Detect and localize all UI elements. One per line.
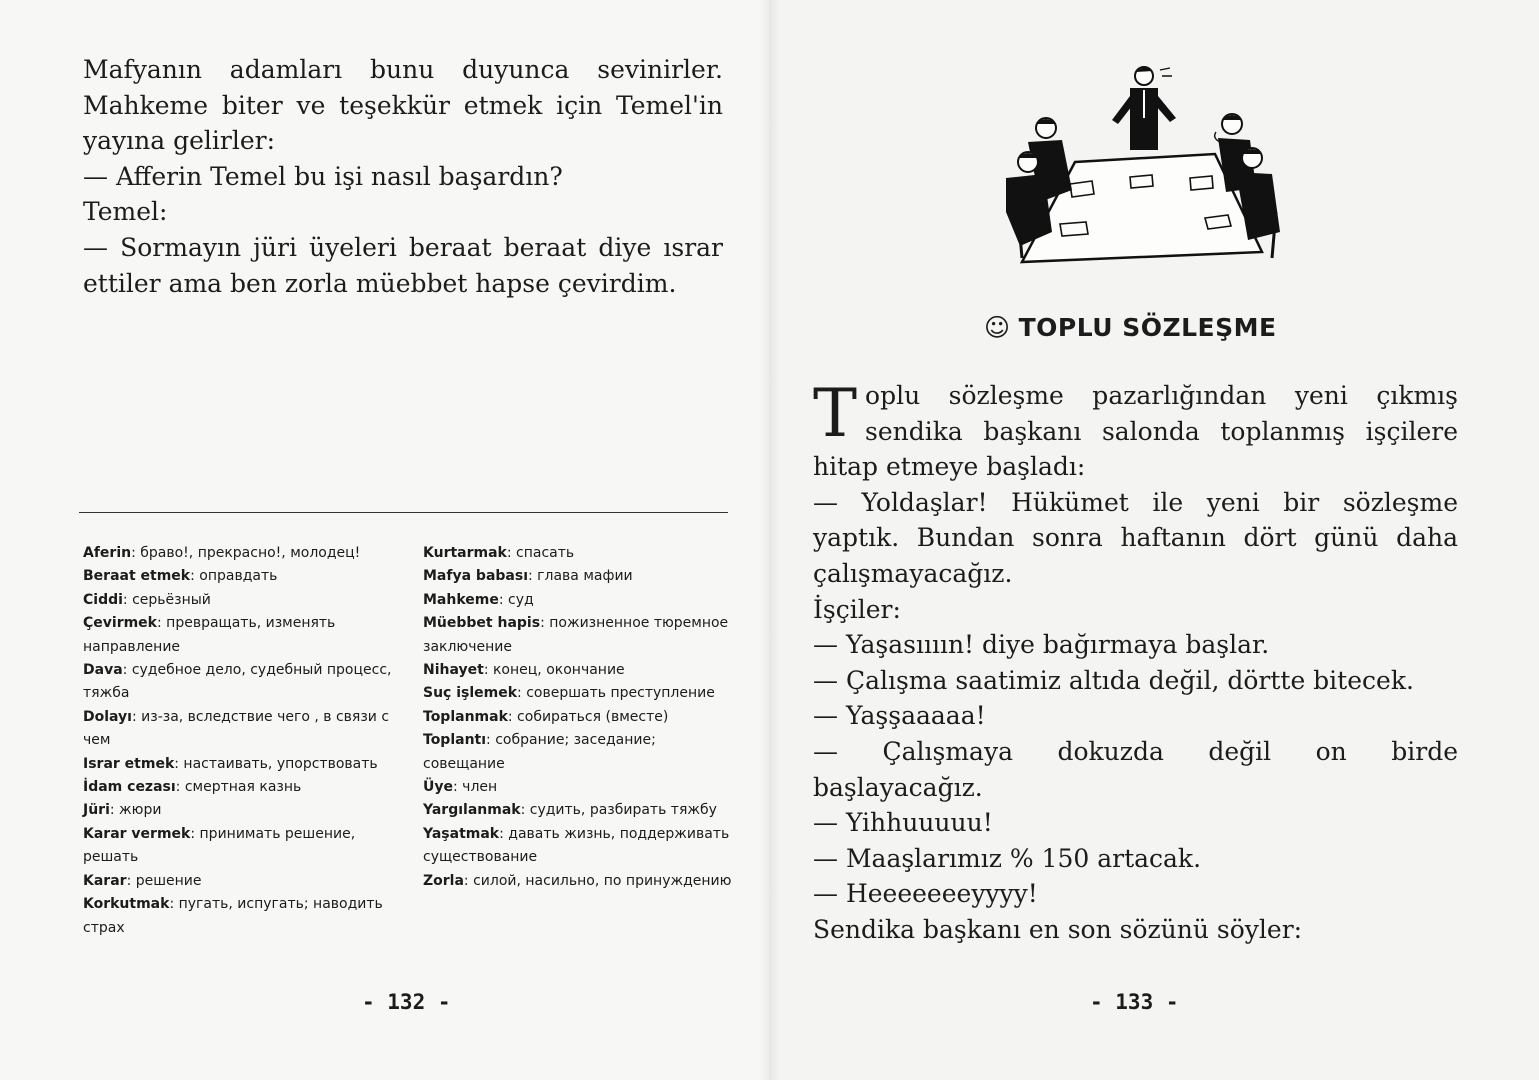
vocab-entry (423, 542, 738, 565)
story-line: yaptık. Bundan sonra haftanın dört günü daha (813, 523, 1458, 553)
vocabulary-list-right (423, 542, 738, 893)
vocab-entry (83, 706, 403, 753)
vocab-term: Yaşatmak (423, 825, 500, 842)
vocab-definition: : член (453, 779, 498, 796)
story-line: — Yoldaşlar! Hükümet ile yeni bir sözleşme (813, 487, 1458, 517)
drop-cap: T (813, 375, 858, 452)
vocab-entry (83, 753, 403, 776)
meeting-table-illustration (1000, 62, 1290, 267)
vocab-term: Toplantı (423, 732, 487, 749)
vocab-definition: : пугать, испугать; наводить страх (83, 896, 383, 936)
vocab-definition: : собрание; заседание; совещание (423, 732, 656, 772)
vocab-entry (423, 706, 738, 729)
story-line: Sendika başkanı en son sözünü söyler: (813, 914, 1303, 944)
vocab-definition: : давать жизнь, поддерживать существование (423, 825, 730, 866)
story-line: — Yihhuuuuu! (813, 808, 993, 838)
vocab-term: Zorla (423, 872, 464, 889)
vocab-definition: : суд (498, 591, 534, 608)
vocab-definition: : оправдать (190, 568, 278, 585)
story-line: — Heeeeeeeyyyy! (813, 879, 1038, 909)
vocab-entry (83, 893, 403, 940)
story-line: — Afferin Temel bu işi nasıl başardın? (83, 161, 563, 191)
story-line: Mahkeme biter ve teşekkür etmek için Temel'in (83, 90, 723, 120)
vocab-entry (83, 565, 403, 588)
vocab-entry (83, 542, 403, 565)
vocab-entry (423, 589, 738, 612)
vocab-definition: : смертная казнь (175, 779, 302, 796)
vocab-term: Ciddi (83, 591, 123, 608)
vocab-entry (423, 729, 738, 776)
vocab-term: Mafya babası (423, 568, 528, 585)
vocab-definition: : силой, насильно, по принуждению (463, 872, 732, 889)
vocab-entry (423, 870, 738, 893)
vocab-definition: : серьёзный (122, 591, 211, 608)
story-line: — Yaşasıııın! diye bağırmaya başlar. (813, 630, 1270, 660)
vocab-term: Müebbet hapis (423, 615, 541, 632)
vocab-definition: : конец, окончание (483, 662, 625, 679)
vocab-definition: : превращать, изменять направление (83, 615, 336, 655)
vocab-definition: : жюри (109, 802, 162, 819)
vocab-entry (83, 659, 403, 706)
vocab-term: Kurtarmak (423, 545, 507, 561)
vocab-entry (83, 823, 403, 870)
vocab-term: Jüri (83, 802, 110, 819)
vocab-term: Toplanmak (423, 708, 508, 725)
vocab-term: Nihayet (423, 662, 484, 679)
left-page (0, 0, 769, 1080)
vocab-definition: : судить, разбирать тяжбу (520, 802, 717, 819)
vocab-definition: : спасать (506, 545, 575, 561)
vocab-term: İdam cezası (83, 779, 176, 796)
vocab-entry (423, 565, 738, 588)
story-line: — Çalışmaya dokuzda değil on birde (813, 736, 1458, 766)
vocab-definition: : судебное дело, судебный процесс, тяжба (83, 662, 392, 702)
vocab-term: Korkutmak (83, 896, 170, 913)
footnote-divider (79, 512, 728, 513)
vocab-term: Çevirmek (83, 615, 157, 632)
vocab-definition: : принимать решение, решать (83, 825, 356, 866)
vocab-entry (423, 799, 738, 822)
vocab-entry (83, 870, 403, 893)
vocab-entry (423, 612, 738, 659)
right-story (813, 375, 1458, 948)
vocab-entry (83, 612, 403, 659)
story-line: ettiler ama ben zorla müebbet hapse çevirdim. (83, 268, 677, 298)
story-line: — Sormayın jüri üyeleri beraat beraat diye ısrar (83, 232, 723, 262)
vocab-term: Dava (83, 662, 123, 679)
vocab-definition: : совершать преступление (517, 685, 715, 702)
story-line: başlayacağız. (813, 772, 983, 802)
vocab-entry (423, 682, 738, 705)
story-line: hitap etmeye başladı: (813, 452, 1086, 482)
vocab-term: Yargılanmak (423, 802, 521, 819)
story-line: — Çalışma saatimiz altıda değil, dörtte bitecek. (813, 665, 1414, 695)
smiley-icon: ☺ (984, 313, 1011, 342)
vocab-term: Dolayı (83, 708, 132, 725)
vocab-term: Üye (423, 779, 453, 796)
vocab-term: Mahkeme (423, 591, 499, 608)
story-line: İşçiler: (813, 594, 901, 624)
story-line: oplu sözleşme pazarlığından yeni çıkmış (865, 381, 1458, 410)
story-line: yayına gelirler: (83, 126, 276, 156)
vocab-definition: : пожизненное тюремное заключение (423, 615, 729, 655)
vocabulary-list-left (83, 542, 403, 940)
story-line: sendika başkanı salonda toplanmış işçilere (865, 416, 1458, 446)
vocab-entry (83, 799, 403, 822)
vocab-term: Karar (83, 872, 127, 889)
section-title-text: TOPLU SÖZLEŞME (1018, 313, 1277, 342)
book-gutter (760, 0, 780, 1080)
vocab-entry (423, 823, 738, 870)
story-line: — Maaşlarımız % 150 artacak. (813, 843, 1202, 873)
vocab-term: Aferin (83, 545, 132, 561)
vocab-term: Beraat etmek (83, 568, 191, 585)
story-line: Temel: (83, 197, 168, 227)
vocab-definition: : глава мафии (528, 568, 633, 585)
story-line: Mafyanın adamları bunu duyunca sevinirler. (83, 55, 723, 84)
vocab-definition: : решение (126, 872, 202, 889)
vocab-definition: : собираться (вместе) (507, 708, 669, 725)
vocab-definition: : настаивать, упорствовать (174, 755, 378, 772)
vocab-entry (423, 776, 738, 799)
vocab-entry (83, 589, 403, 612)
page-number-right: - 133 - (1090, 990, 1179, 1014)
left-story (83, 52, 723, 301)
vocab-definition: : из-за, вследствие чего , в связи с чем (83, 708, 390, 749)
vocab-entry (423, 659, 738, 682)
section-title (984, 313, 1277, 342)
vocab-entry (83, 776, 403, 799)
page-number-left: - 132 - (362, 990, 451, 1014)
vocab-term: Israr etmek (83, 755, 175, 772)
vocab-definition: : браво!, прекрасно!, молодец! (131, 545, 361, 561)
story-line: çalışmayacağız. (813, 558, 1013, 588)
vocab-term: Suç işlemek (423, 685, 518, 702)
story-line: — Yaşşaaaaa! (813, 701, 986, 731)
vocab-term: Karar vermek (83, 825, 191, 842)
